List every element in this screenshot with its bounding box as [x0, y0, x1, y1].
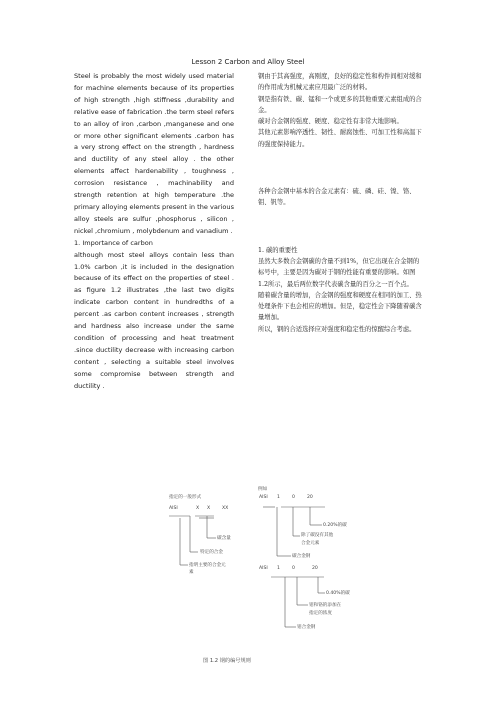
figure-ex1-code-digit2: 0	[292, 495, 295, 500]
chinese-paragraph-5: 各种合金钢中基本的合金元素有：硫、磷、硅、镍、铬、钼、钒等。	[258, 188, 416, 207]
chinese-paragraph-8: 所以，钢的合适选择应对强度和稳定性的惊醒综合考虑。	[258, 325, 416, 333]
english-section-heading: 1. Importance of carbon	[74, 238, 153, 247]
chinese-paragraph-3: 碳对合金钢的强度、硬度、稳定性有非常大地影响。	[258, 118, 403, 126]
figure-ex1-code-prefix: AISI	[259, 495, 268, 500]
figure-caption: 图 1.2 钢的编号规则	[203, 658, 251, 664]
figure-ex1-code-digits34: 20	[307, 495, 313, 500]
figure-left-label-carbon: 碳含量	[217, 536, 231, 541]
figure-left-label-main2: 素	[189, 570, 194, 575]
figure-ex2-label-mo1: 钼和铬的添加在	[309, 603, 342, 608]
lesson-title: Lesson 2 Carbon and Alloy Steel	[191, 58, 305, 66]
figure-ex1-label-carbon: 0.20%的碳	[323, 523, 347, 528]
figure-left-code-digit2: X	[207, 506, 211, 511]
figure-ex2-code-digit1: 1	[277, 566, 280, 571]
figure-left-code-digits34: XX	[222, 506, 229, 511]
english-paragraph-carbon: although most steel alloys contain less than 1.0% carbon ,it is included in the designation because of its effect on the properties of steel . as figure 1.2 illustrates ,the last two digits indicate carbon content in hundredths of a percent .as carbon content increases , strength and hardness also increase under the same condition of processing and heat treatment .since ductility decrease with increasing carbon content , selecting a suitable steel involves some compromise between strength and ductility .	[74, 250, 234, 390]
figure-left-label-alloy: 特定的合金	[200, 550, 223, 555]
chinese-paragraph-6: 虽然大多数合金钢碳的含量不到1%，但它出现在合金钢的标号中，主要是因为碳对于钢的性能有重要的影响。如图1.2所示，最后两位数字代表碳含量的百分之一百个点。	[258, 257, 420, 288]
figure-ex2-code-digit2: 0	[292, 566, 295, 571]
figure-right-heading: 例如	[258, 487, 268, 492]
figure-ex2-code-prefix: AISI	[259, 566, 268, 571]
figure-ex2-label-carbon: 0.40%的碳	[326, 591, 350, 596]
chinese-paragraph-7: 随着碳含量的增加，合金钢的强度和硬度在相同的加工、热处理条件下也会相应的增加。但是，稳定性会下降随着碳含量增加。	[258, 291, 422, 322]
figure-ex2-label-alloy: 钼合金钢	[297, 625, 316, 630]
figure-ex2-code-digits34: 20	[312, 566, 318, 571]
figure-ex1-label-other1: 除了碳没有其他	[301, 533, 334, 538]
chinese-paragraph-1: 钢由于其高强度，高刚度，良好的稳定性和构件间相对缓和的作用成为机械元素应用最广泛的材料。	[258, 73, 422, 92]
figure-ex1-label-carbon-steel: 碳合金钢	[292, 554, 311, 559]
chinese-paragraph-2: 钢是指有铁、碳、锰和一个或更多的其他重要元素组成的合金。	[258, 95, 422, 114]
chinese-section-heading: 1. 碳的重要性	[258, 246, 298, 254]
figure-left-code-prefix: AISI	[169, 506, 178, 511]
figure-left-label-main1: 指明主要的合金元	[189, 563, 226, 568]
figure-ex1-code-digit1: 1	[277, 495, 280, 500]
english-paragraph-intro: Steel is probably the most widely used material for machine elements because of its properties of high strength ,high stiffness ,durability and relative ease of fabrication .the term steel refers to an alloy of iron ,carbon ,manganese and one or more other significant elements .carbon has a very strong effect on the strength , hardness and ductility of any steel alloy . the other elements affect hardenability , toughness , corrosion resistance , machinability and strength retention at high temperature .the primary alloying elements present in the various alloy steels are sulfur ,phosphorus , silicon , nickel ,chromium , molybdenum and vanadium .	[74, 72, 234, 235]
figure-left-heading: 指定的一般形式	[169, 495, 202, 500]
chinese-paragraph-4: 其他元素影响淬透性、韧性、耐腐蚀性、可加工性和高温下的强度保持能力。	[258, 129, 422, 148]
figure-ex1-label-other2: 合金元素	[301, 541, 320, 546]
figure-left-code-digit1: X	[196, 506, 200, 511]
figure-ex2-label-mo2: 指定的浓度	[309, 611, 332, 616]
